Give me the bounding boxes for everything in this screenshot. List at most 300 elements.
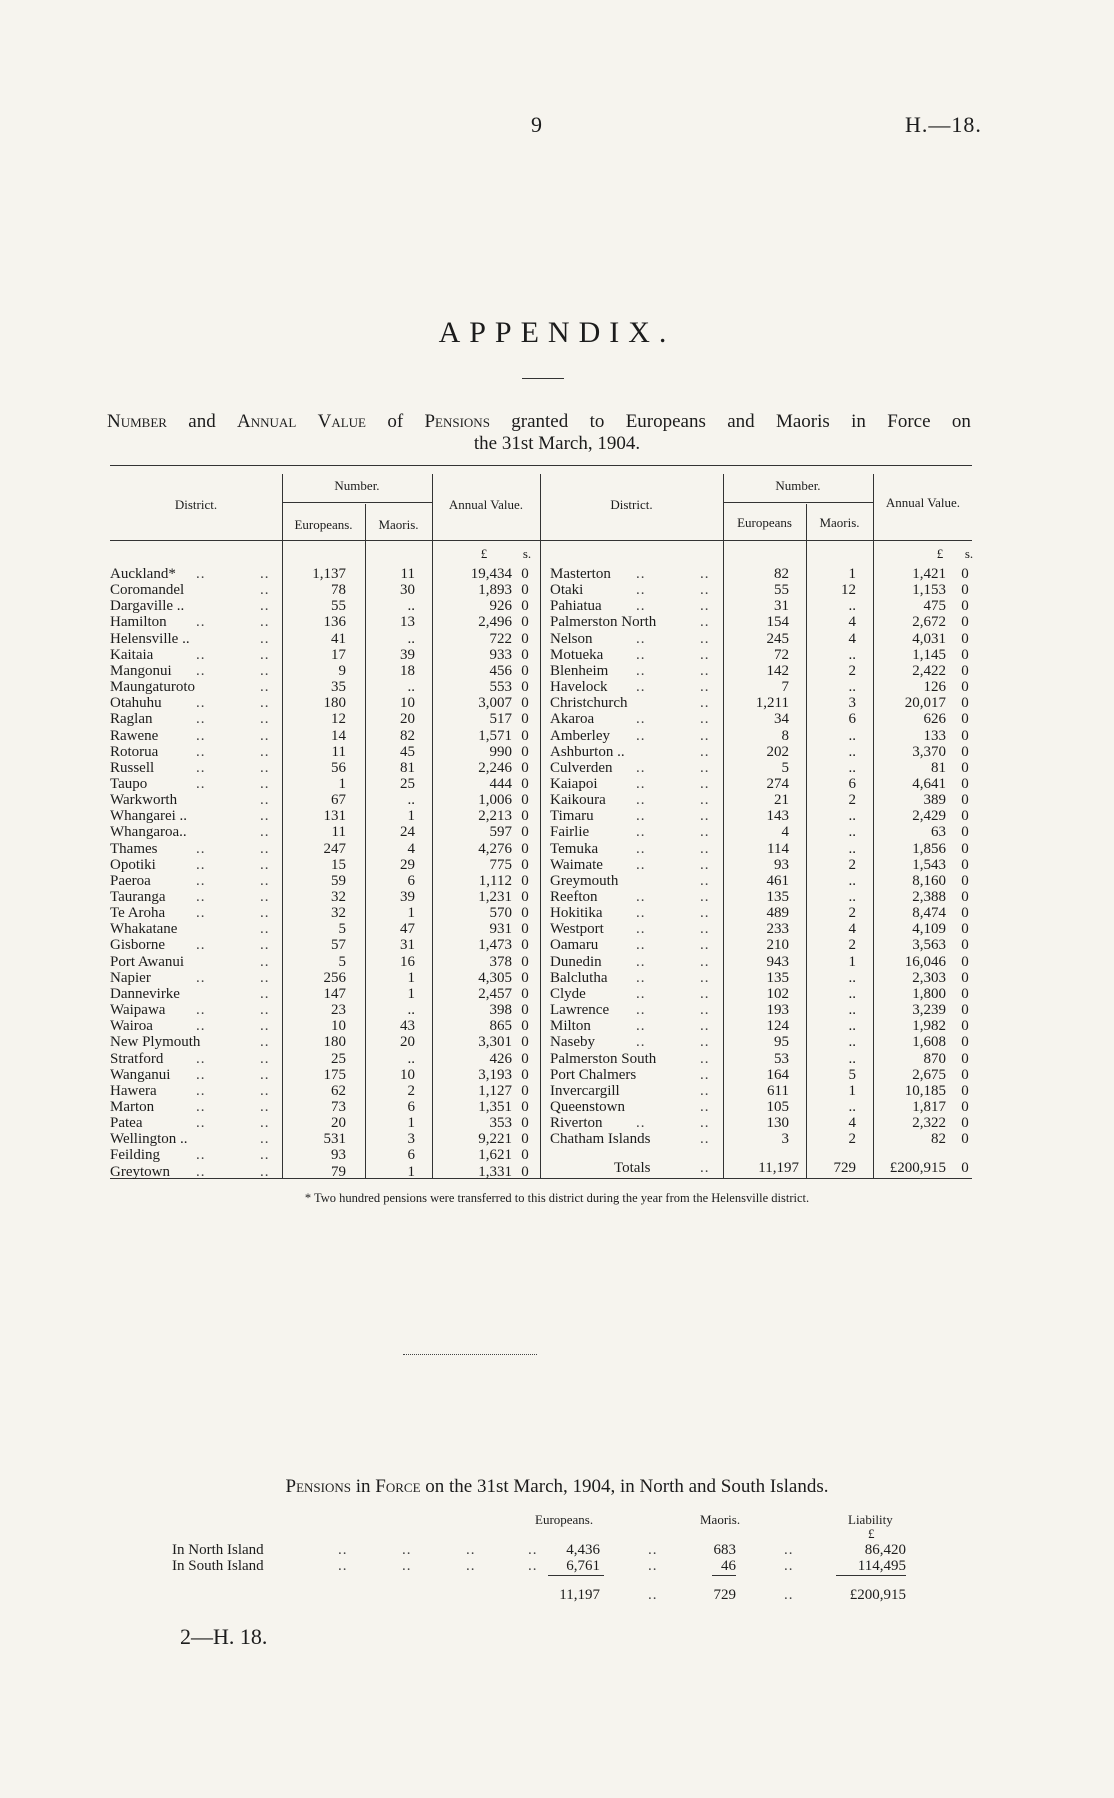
district-name: Waimate	[550, 856, 603, 873]
district-name: Christchurch	[550, 695, 628, 712]
title-word: Pensions	[424, 411, 490, 432]
dot-leader: ..	[196, 856, 206, 873]
europeans-count: 95	[774, 1034, 789, 1051]
annual-value: 63	[931, 824, 946, 841]
island-label: In South Island	[172, 1558, 264, 1574]
maoris-count: 11	[400, 566, 415, 582]
maoris-count: 2	[848, 792, 856, 809]
maoris-count: 13	[400, 614, 415, 631]
dot-leader: ..	[636, 969, 646, 986]
shillings: 0	[521, 872, 529, 889]
annual-value: 722	[489, 630, 512, 647]
header-annual-value-right: Annual Value.	[885, 495, 961, 510]
shillings: 0	[961, 1082, 969, 1099]
dot-leader: ..	[196, 969, 206, 986]
annual-value: 1,351	[478, 1098, 512, 1115]
header-europeans-left: Europeans.	[294, 517, 353, 532]
dot-leader: ..	[636, 727, 646, 744]
shillings: 0	[521, 856, 529, 873]
district-name: Otahuhu	[110, 695, 162, 712]
dot-leader: ..	[260, 824, 270, 841]
district-name: Balclutha	[550, 969, 608, 986]
europeans-count: 5	[781, 759, 789, 776]
europeans-count: 25	[331, 1050, 346, 1067]
shillings: 0	[521, 969, 529, 986]
district-name: Helensville ..	[110, 630, 190, 647]
title-word: of	[387, 411, 404, 432]
district-name: Rawene	[110, 727, 159, 744]
annual-value: 389	[923, 792, 946, 809]
dot-leader: ..	[260, 1066, 270, 1083]
shillings: 0	[521, 566, 529, 582]
dot-leader: ..	[700, 1131, 710, 1148]
dot-leader: ..	[260, 808, 270, 825]
dot-leader: ..	[196, 872, 206, 889]
maoris-count: ..	[407, 792, 415, 809]
shillings: 0	[521, 1002, 529, 1019]
district-name: Stratford	[110, 1050, 164, 1067]
dot-leader: ..	[260, 953, 270, 970]
shillings: 0	[961, 856, 969, 873]
district-name: Ashburton ..	[550, 743, 625, 760]
dot-leader: ..	[636, 566, 646, 582]
dot-leader: ..	[260, 679, 270, 696]
shillings: 0	[961, 598, 969, 615]
maoris-count: 25	[400, 775, 415, 792]
district-name: Whakatane	[110, 921, 178, 938]
maoris-count: ..	[407, 1050, 415, 1067]
europeans-count: 35	[331, 679, 346, 696]
appendix-heading: APPENDIX.	[438, 316, 676, 349]
islands-total-europeans: 11,197	[559, 1587, 600, 1603]
europeans-count: 102	[766, 985, 789, 1002]
maoris-count: ..	[848, 824, 856, 841]
dot-leader: ..	[260, 872, 270, 889]
shillings: 0	[521, 1163, 529, 1180]
district-name: New Plymouth	[110, 1034, 201, 1051]
annual-value: 133	[923, 727, 946, 744]
district-name: Kaitaia	[110, 646, 154, 663]
europeans-count: 210	[766, 937, 789, 954]
europeans-count: 34	[774, 711, 789, 728]
header-maoris-right: Maoris.	[819, 515, 860, 530]
title-word: Number	[107, 411, 167, 432]
maoris-count: ..	[848, 727, 856, 744]
dot-leader: ..	[636, 1002, 646, 1019]
district-name: Dargaville ..	[110, 598, 185, 615]
district-name: Hamilton	[110, 614, 167, 631]
dot-leader: ..	[700, 1115, 710, 1132]
shillings: 0	[521, 889, 529, 905]
dot-leader: ..	[700, 921, 710, 938]
dot-leader: ..	[648, 1558, 658, 1574]
dot-leader: ..	[636, 808, 646, 825]
dot-leader: ..	[260, 1002, 270, 1019]
annual-value: 3,007	[478, 695, 512, 712]
europeans-count: 1,137	[312, 566, 346, 582]
europeans-count: 20	[331, 1115, 346, 1132]
maoris-count: 31	[400, 937, 415, 954]
shillings: 0	[961, 743, 969, 760]
shillings: 0	[521, 614, 529, 631]
title-word: Value	[317, 411, 366, 432]
district-name: Wairoa	[110, 1018, 153, 1035]
annual-value: 8,160	[912, 872, 946, 889]
district-name: Tauranga	[110, 889, 166, 905]
shillings: 0	[521, 695, 529, 712]
district-name: Auckland*	[110, 566, 176, 582]
annual-value: 3,239	[912, 1002, 946, 1019]
annual-value: 933	[489, 646, 512, 663]
dot-leader: ..	[700, 1050, 710, 1067]
shillings: 0	[961, 872, 969, 889]
maoris-count: 1	[407, 969, 415, 986]
dot-leader: ..	[700, 792, 710, 809]
shillings: 0	[961, 1098, 969, 1115]
dot-leader: ..	[196, 1066, 206, 1083]
dot-leader: ..	[636, 824, 646, 841]
pound-sign: £	[868, 1526, 875, 1541]
europeans-count: 93	[331, 1147, 346, 1164]
district-name: Lawrence	[550, 1002, 610, 1019]
europeans-count: 142	[766, 662, 789, 679]
europeans-count: 15	[331, 856, 346, 873]
island-europeans: 6,761	[566, 1558, 600, 1574]
dot-leader: ..	[196, 775, 206, 792]
district-name: Masterton	[550, 566, 611, 582]
district-name: Port Awanui	[110, 953, 185, 970]
shillings: 0	[961, 808, 969, 825]
dot-leader: ..	[700, 1160, 710, 1176]
district-name: Motueka	[550, 646, 604, 663]
annual-value: 2,457	[478, 985, 512, 1002]
maoris-count: 5	[848, 1066, 856, 1083]
maoris-count: ..	[848, 969, 856, 986]
table-title-line2: the 31st March, 1904.	[473, 433, 641, 454]
shillings: 0	[961, 824, 969, 841]
header-europeans: Europeans.	[535, 1512, 594, 1527]
dot-leader: ..	[636, 840, 646, 857]
europeans-count: 12	[331, 711, 346, 728]
annual-value: 1,127	[478, 1082, 512, 1099]
annual-value: 570	[489, 905, 512, 922]
annual-value: 4,305	[478, 969, 512, 986]
dot-leader: ..	[700, 969, 710, 986]
shillings: 0	[961, 985, 969, 1002]
total-rule	[836, 1575, 906, 1576]
maoris-count: ..	[407, 630, 415, 647]
dot-leader: ..	[636, 921, 646, 938]
shillings: 0	[521, 679, 529, 696]
shillings: 0	[521, 840, 529, 857]
dot-leader: ..	[636, 1115, 646, 1132]
annual-value: 865	[489, 1018, 512, 1035]
island-maoris: 46	[721, 1558, 736, 1574]
shillings: 0	[521, 759, 529, 776]
title-word: on the 31st March, 1904, in North and South Islands.	[425, 1476, 829, 1497]
europeans-count: 72	[774, 646, 789, 663]
district-name: Gisborne	[110, 937, 165, 954]
europeans-count: 8	[781, 727, 789, 744]
maoris-count: ..	[848, 1098, 856, 1115]
shillings: 0	[961, 662, 969, 679]
europeans-count: 67	[331, 792, 346, 809]
europeans-count: 131	[323, 808, 346, 825]
europeans-count: 11	[331, 824, 346, 841]
district-name: Queenstown	[550, 1098, 625, 1115]
header-number-right: Number.	[775, 478, 821, 493]
maoris-count: ..	[848, 679, 856, 696]
maoris-count: 82	[400, 727, 415, 744]
maoris-count: ..	[848, 889, 856, 905]
maoris-count: 2	[848, 856, 856, 873]
maoris-count: ..	[848, 1002, 856, 1019]
europeans-count: 1,211	[755, 695, 789, 712]
shillings: 0	[521, 1131, 529, 1148]
dot-leader: ..	[700, 1034, 710, 1051]
dot-leader: ..	[260, 969, 270, 986]
dot-leader: ..	[260, 921, 270, 938]
dot-leader: ..	[196, 711, 206, 728]
annual-value: 2,675	[912, 1066, 946, 1083]
dot-leader: ..	[636, 646, 646, 663]
title-word: to	[589, 411, 605, 432]
annual-value: 475	[923, 598, 946, 615]
annual-value: 1,856	[912, 840, 946, 857]
shillings: 0	[521, 743, 529, 760]
shillings: 0	[961, 679, 969, 696]
shillings: 0	[961, 921, 969, 938]
annual-value: 82	[931, 1131, 946, 1148]
annual-value: 1,893	[478, 582, 512, 599]
dot-leader: ..	[528, 1542, 538, 1558]
district-name: Napier	[110, 969, 151, 986]
europeans-count: 56	[331, 759, 346, 776]
dot-leader: ..	[260, 662, 270, 679]
europeans-count: 17	[331, 646, 346, 663]
dot-leader: ..	[700, 598, 710, 615]
shillings: 0	[521, 582, 529, 599]
maoris-count: 1	[407, 808, 415, 825]
maoris-count: 4	[848, 614, 856, 631]
district-name: Pahiatua	[550, 598, 602, 615]
maoris-count: 1	[407, 1163, 415, 1180]
district-name: Timaru	[550, 808, 594, 825]
title-word: in	[355, 1476, 371, 1497]
dot-leader: ..	[196, 1018, 206, 1035]
europeans-count: 55	[331, 598, 346, 615]
district-name: Taupo	[110, 775, 148, 792]
shillings: 0	[961, 1018, 969, 1035]
maoris-count: 20	[400, 711, 415, 728]
title-word: granted	[511, 411, 569, 432]
dot-leader: ..	[196, 937, 206, 954]
shillings: 0	[521, 1115, 529, 1132]
maoris-count: 24	[400, 824, 415, 841]
shillings: 0	[961, 630, 969, 647]
district-name: Westport	[550, 921, 604, 938]
annual-value: 626	[923, 711, 946, 728]
district-name: Amberley	[550, 727, 610, 744]
title-word: Europeans	[625, 411, 706, 432]
europeans-count: 175	[323, 1066, 346, 1083]
shillings: 0	[961, 646, 969, 663]
europeans-count: 59	[331, 872, 346, 889]
maoris-count: ..	[848, 985, 856, 1002]
dot-leader: ..	[260, 1082, 270, 1099]
shillings: 0	[521, 937, 529, 954]
dot-leader: ..	[700, 1002, 710, 1019]
dot-leader: ..	[196, 614, 206, 631]
dot-leader: ..	[196, 566, 206, 582]
dot-leader: ..	[260, 711, 270, 728]
shillings: 0	[521, 598, 529, 615]
header-number-left: Number.	[334, 478, 380, 493]
island-maoris: 683	[713, 1542, 736, 1558]
annual-value: 16,046	[904, 953, 946, 970]
maoris-count: 2	[848, 1131, 856, 1148]
shillings: 0	[521, 905, 529, 922]
district-name: Te Aroha	[110, 905, 166, 922]
shillings: 0	[961, 775, 969, 792]
dot-leader: ..	[196, 1115, 206, 1132]
shillings: 0	[521, 1082, 529, 1099]
district-name: Wellington ..	[110, 1131, 188, 1148]
shillings: 0	[521, 727, 529, 744]
dot-leader: ..	[260, 775, 270, 792]
dot-leader: ..	[784, 1587, 794, 1603]
dot-leader: ..	[196, 905, 206, 922]
islands-total-maoris: 729	[713, 1587, 736, 1603]
maoris-count: ..	[848, 743, 856, 760]
maoris-count: 47	[400, 921, 415, 938]
europeans-count: 53	[774, 1050, 789, 1067]
dot-leader: ..	[260, 759, 270, 776]
europeans-count: 5	[338, 921, 346, 938]
annual-value: 353	[489, 1115, 512, 1132]
annual-value: 1,982	[912, 1018, 946, 1035]
shillings: 0	[521, 711, 529, 728]
dot-leader: ..	[260, 1163, 270, 1180]
district-name: Waipawa	[110, 1002, 166, 1019]
europeans-count: 233	[766, 921, 789, 938]
maoris-count: ..	[407, 1002, 415, 1019]
maoris-count: 6	[848, 775, 856, 792]
maoris-count: ..	[848, 646, 856, 663]
europeans-count: 130	[766, 1115, 789, 1132]
shillings: 0	[961, 889, 969, 905]
europeans-count: 143	[766, 808, 789, 825]
dot-leader: ..	[196, 1050, 206, 1067]
annual-value: 2,388	[912, 889, 946, 905]
annual-value: 597	[489, 824, 512, 841]
dot-leader: ..	[700, 937, 710, 954]
shillings: 0	[961, 759, 969, 776]
dot-leader: ..	[700, 1018, 710, 1035]
dot-leader: ..	[700, 662, 710, 679]
dot-leader: ..	[636, 630, 646, 647]
europeans-count: 531	[323, 1131, 346, 1148]
maoris-count: ..	[848, 1018, 856, 1035]
shillings: 0	[961, 695, 969, 712]
annual-value: 4,109	[912, 921, 946, 938]
dot-leader: ..	[260, 646, 270, 663]
dot-leader: ..	[196, 646, 206, 663]
dot-leader: ..	[338, 1542, 348, 1558]
district-name: Culverden	[550, 759, 613, 776]
dot-leader: ..	[636, 679, 646, 696]
district-name: Rotorua	[110, 743, 159, 760]
europeans-count: 10	[331, 1018, 346, 1035]
dot-leader: ..	[260, 889, 270, 905]
shillings: 0	[961, 1002, 969, 1019]
pound-sign-left: £	[480, 546, 488, 561]
annual-value: 1,571	[478, 727, 512, 744]
dot-leader: ..	[700, 889, 710, 905]
dot-leader: ..	[636, 662, 646, 679]
maoris-count: 20	[400, 1034, 415, 1051]
annual-value: 775	[489, 856, 512, 873]
maoris-count: 39	[400, 889, 415, 905]
title-word: Annual	[237, 411, 297, 432]
header-liability: Liability	[848, 1512, 893, 1527]
annual-value: 378	[489, 953, 512, 970]
europeans-count: 41	[331, 630, 346, 647]
europeans-count: 3	[781, 1131, 789, 1148]
district-name: Chatham Islands	[550, 1131, 651, 1148]
europeans-count: 93	[774, 856, 789, 873]
district-name: Palmerston North	[550, 614, 657, 631]
district-name: Greytown	[110, 1163, 170, 1180]
district-name: Raglan	[110, 711, 153, 728]
maoris-count: 1	[407, 985, 415, 1002]
europeans-count: 32	[331, 905, 346, 922]
header-maoris: Maoris.	[700, 1512, 741, 1527]
dot-leader: ..	[700, 630, 710, 647]
europeans-count: 62	[331, 1082, 346, 1099]
maoris-count: 18	[400, 662, 415, 679]
district-name: Clyde	[550, 985, 586, 1002]
europeans-count: 21	[774, 792, 789, 809]
annual-value: 1,621	[478, 1147, 512, 1164]
maoris-count: 4	[848, 630, 856, 647]
dot-leader: ..	[700, 775, 710, 792]
maoris-count: 12	[841, 582, 856, 599]
district-name: Temuka	[550, 840, 599, 857]
europeans-count: 135	[766, 969, 789, 986]
annual-value: 1,800	[912, 985, 946, 1002]
europeans-count: 461	[766, 872, 789, 889]
header-maoris-left: Maoris.	[378, 517, 419, 532]
annual-value: 3,193	[478, 1066, 512, 1083]
shillings: 0	[521, 646, 529, 663]
annual-value: 456	[489, 662, 512, 679]
maoris-count: 10	[400, 1066, 415, 1083]
district-name: Opotiki	[110, 856, 156, 873]
shillings: 0	[521, 1050, 529, 1067]
dot-leader: ..	[196, 759, 206, 776]
dot-leader: ..	[636, 953, 646, 970]
annual-value: 1,473	[478, 937, 512, 954]
annual-value: 2,496	[478, 614, 512, 631]
maoris-count: 81	[400, 759, 415, 776]
dot-leader: ..	[260, 727, 270, 744]
annual-value: 20,017	[904, 695, 946, 712]
title-word: Force	[375, 1476, 421, 1497]
shillings: 0	[521, 1018, 529, 1035]
district-name: Mangonui	[110, 662, 172, 679]
footnote: * Two hundred pensions were transferred to this district during the year from the Helensville district.	[304, 1191, 810, 1205]
